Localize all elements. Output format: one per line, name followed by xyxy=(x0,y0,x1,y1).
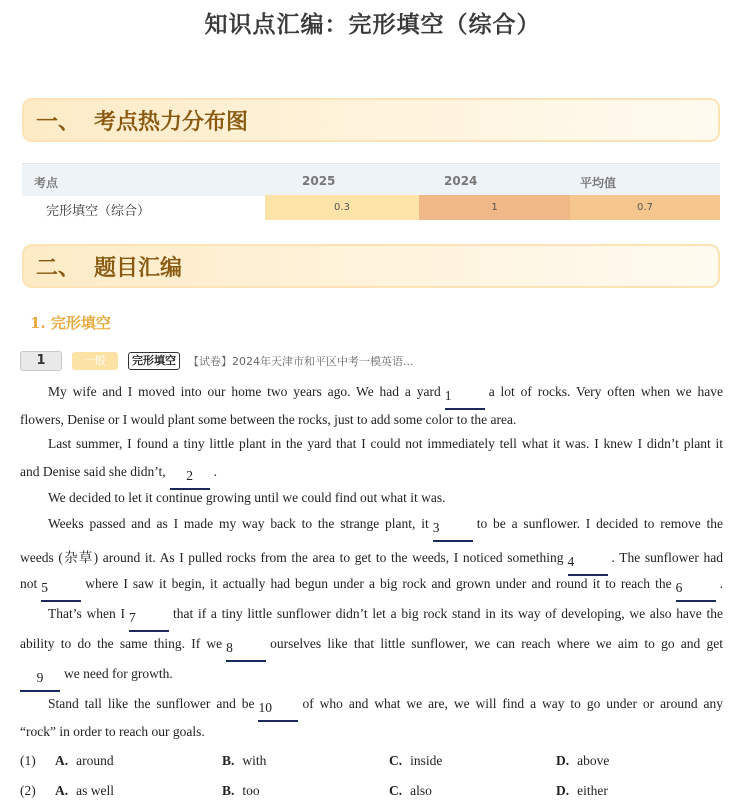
passage-text: weeds (杂草) around it. As I pulled rocks from the area to get to the weeds, I noticed something xyxy=(20,550,564,565)
section-questions-header xyxy=(22,244,720,288)
blank-10[interactable]: 10 xyxy=(258,700,298,722)
section-number: 二、 xyxy=(36,255,81,281)
option-1d[interactable]: D. above xyxy=(556,753,610,768)
passage-text: of who and what we are, we will find a way to go under or around any xyxy=(302,696,723,711)
heatmap-table-row xyxy=(22,195,720,220)
option-2d[interactable]: D. either xyxy=(556,783,608,798)
passage-text: ourselves like that little sunflower, we can reach where we aim to go and get xyxy=(270,636,724,651)
passage-text: . xyxy=(213,464,217,479)
header-topic: 考点 xyxy=(34,176,59,190)
option-1a[interactable]: A. around xyxy=(55,753,114,768)
question-meta-bar xyxy=(20,351,413,371)
option-2a[interactable]: A. as well xyxy=(55,783,114,798)
header-average: 平均值 xyxy=(580,176,617,190)
header-2025: 2025 xyxy=(302,174,336,188)
section-title: 考点热力分布图 xyxy=(94,109,249,135)
row-topic-label: 完形填空（综合） xyxy=(46,204,151,219)
blank-2[interactable]: 2 xyxy=(170,468,210,490)
section-title: 题目汇编 xyxy=(94,255,183,281)
question-type-badge: 完形填空 xyxy=(128,352,180,370)
passage-text: ability to do the same thing. If we xyxy=(20,636,223,651)
passage-text: My wife and I moved into our home two years ago. We had a yard xyxy=(48,384,441,399)
passage-text: We decided to let it continue growing until we could find out what it was. xyxy=(48,490,446,505)
cell-2025: 0.3 xyxy=(265,195,419,220)
passage-text: . The sunflower had xyxy=(611,550,723,565)
passage-text: not xyxy=(20,576,38,591)
page-title: 知识点汇编：完形填空（综合） xyxy=(204,12,541,38)
blank-9[interactable]: 9 xyxy=(20,670,60,692)
option-1c[interactable]: C. inside xyxy=(389,753,443,768)
question-source-link[interactable]: 【试卷】2024年天津市和平区中考一模英语... xyxy=(188,355,414,368)
difficulty-badge: 一般 xyxy=(72,352,118,370)
passage-text: Last summer, I found a tiny little plant in the yard that I could not immediately tell what it was. I knew I didn’t plant it xyxy=(48,436,723,451)
passage-text: That’s when I xyxy=(48,606,125,621)
blank-4[interactable]: 4 xyxy=(568,554,608,576)
option-row-number: (2) xyxy=(20,783,36,798)
blank-5[interactable]: 5 xyxy=(41,580,81,602)
section-heart-map-header xyxy=(22,98,720,142)
cell-2024: 1 xyxy=(419,195,570,220)
passage-text: “rock” in order to reach our goals. xyxy=(20,724,205,739)
passage-text: where I saw it begin, it actually had begun under a big rock and grown under and round it to reach the xyxy=(85,576,672,591)
passage-text: and Denise said she didn’t, xyxy=(20,464,166,479)
heatmap-table-header xyxy=(22,163,720,196)
option-row-number: (1) xyxy=(20,753,36,768)
passage-text: Stand tall like the sunflower and be xyxy=(48,696,255,711)
passage-text: flowers, Denise or I would plant some between the rocks, just to add some color to the area. xyxy=(20,412,517,427)
passage-text: . xyxy=(719,576,723,591)
passage-text: we need for growth. xyxy=(64,666,173,681)
option-2c[interactable]: C. also xyxy=(389,783,432,798)
blank-1[interactable]: 1 xyxy=(445,388,485,410)
passage-text: Weeks passed and as I made my way back to the strange plant, it xyxy=(48,516,429,531)
header-2024: 2024 xyxy=(444,174,478,188)
passage-text: to be a sunflower. I decided to remove the xyxy=(476,516,723,531)
blank-3[interactable]: 3 xyxy=(433,520,473,542)
cell-average: 0.7 xyxy=(570,195,720,220)
blank-7[interactable]: 7 xyxy=(129,610,169,632)
option-1b[interactable]: B. with xyxy=(222,753,267,768)
option-2b[interactable]: B. too xyxy=(222,783,260,798)
passage-text: a lot of rocks. Very often when we have xyxy=(488,384,723,399)
question-number: 1 xyxy=(20,351,62,371)
section-number: 一、 xyxy=(36,109,81,135)
passage-text: that if a tiny little sunflower didn’t let a big rock stand in its way of developing, we also have the xyxy=(172,606,723,621)
subsection-title: 1. 完形填空 xyxy=(30,314,111,332)
blank-8[interactable]: 8 xyxy=(226,640,266,662)
blank-6[interactable]: 6 xyxy=(676,580,716,602)
